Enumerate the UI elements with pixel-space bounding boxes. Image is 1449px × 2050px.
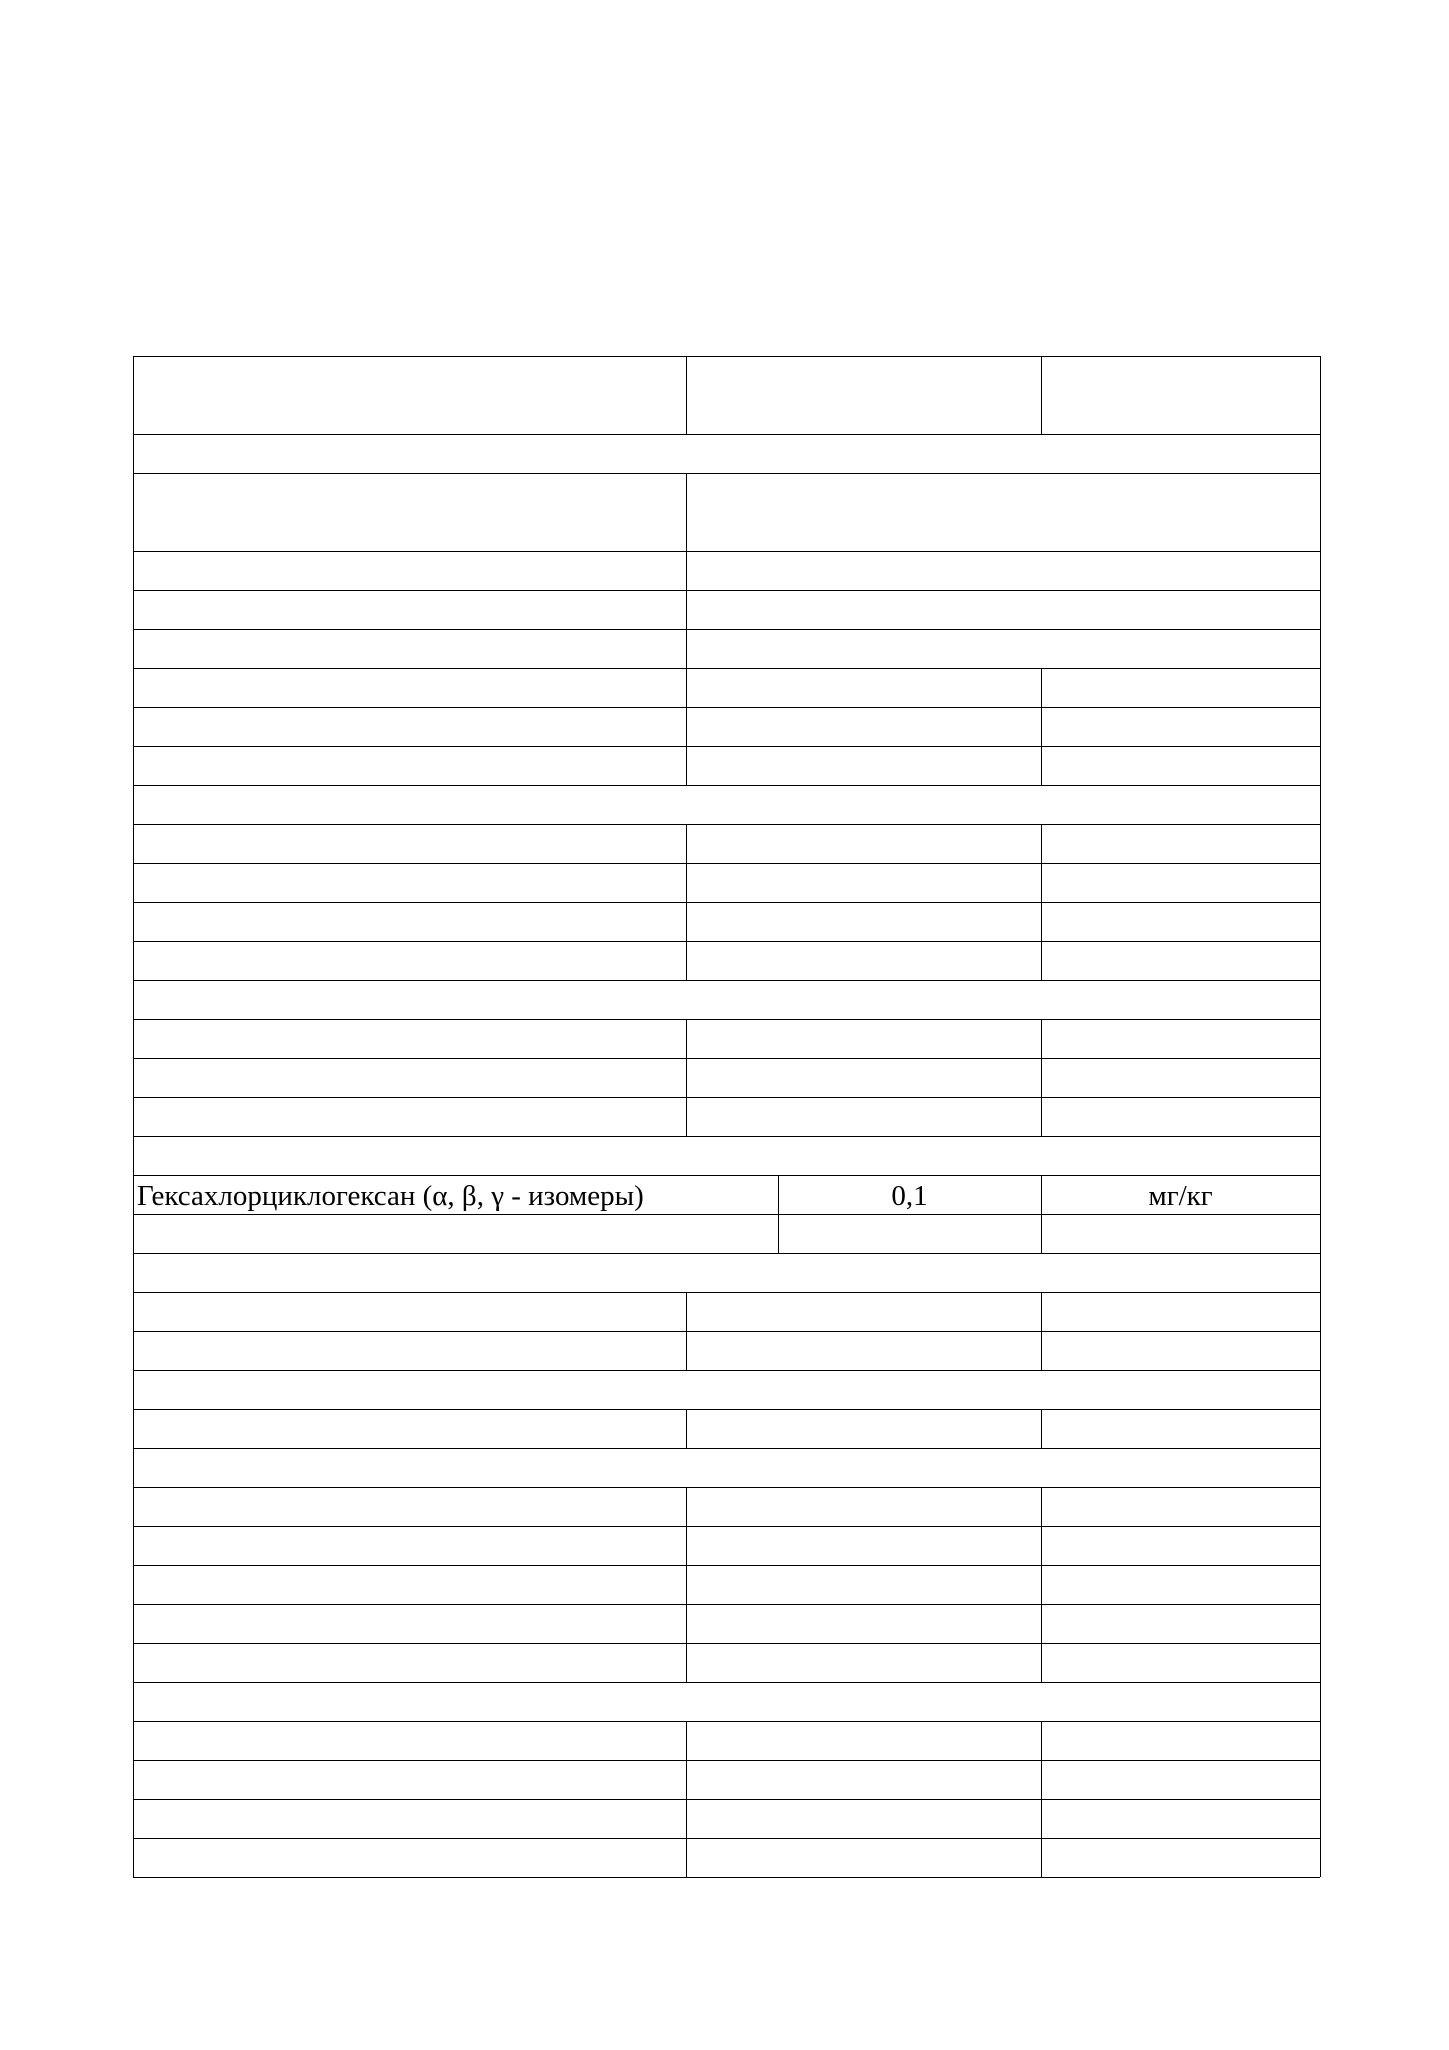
table-row-border [133, 1175, 1320, 1176]
table-column-border [686, 1097, 687, 1136]
table-column-border [686, 1331, 687, 1370]
table-column-border [686, 551, 687, 590]
table-column-border [686, 1721, 687, 1760]
table-column-border [686, 1019, 687, 1058]
table-column-border [686, 356, 687, 434]
table-row-border [133, 668, 1320, 669]
table-outer-border [133, 356, 134, 1877]
standards-table [133, 356, 1320, 1880]
table-column-border [1041, 1760, 1042, 1799]
table-row-border [133, 1487, 1320, 1488]
table-row-border [133, 1877, 1320, 1878]
table-column-border [686, 1604, 687, 1643]
table-column-border [1041, 902, 1042, 941]
table-column-border [686, 902, 687, 941]
table-row-border [133, 1292, 1320, 1293]
value-cell: 0,1 [891, 1179, 928, 1212]
table-column-border [1041, 824, 1042, 863]
table-row-border [133, 551, 1320, 552]
table-column-border [686, 1838, 687, 1877]
table-row-border [133, 1019, 1320, 1020]
table-row-border [133, 1097, 1320, 1098]
table-row-border [133, 356, 1320, 357]
table-column-border [778, 1214, 779, 1253]
table-row-border [133, 1838, 1320, 1839]
table-row-border [133, 707, 1320, 708]
table-row-border [133, 1526, 1320, 1527]
table-column-border [686, 1058, 687, 1097]
table-column-border [1041, 356, 1042, 434]
table-row-border [133, 1643, 1320, 1644]
table-row-border [133, 1799, 1320, 1800]
table-column-border [1041, 941, 1042, 980]
table-column-border [1041, 746, 1042, 785]
table-column-border [686, 1487, 687, 1526]
table-row-border [133, 1682, 1320, 1683]
table-column-border [1041, 1292, 1042, 1331]
table-column-border [1041, 668, 1042, 707]
table-column-border [686, 473, 687, 551]
table-row-border [133, 785, 1320, 786]
table-column-border [686, 590, 687, 629]
table-column-border [1041, 1604, 1042, 1643]
table-column-border [686, 1760, 687, 1799]
table-column-border [1041, 1643, 1042, 1682]
table-row-border [133, 941, 1320, 942]
table-column-border [686, 941, 687, 980]
table-outer-border [1320, 356, 1321, 1877]
table-column-border [1041, 1838, 1042, 1877]
table-column-border [686, 629, 687, 668]
table-column-border [686, 1292, 687, 1331]
table-column-border [1041, 863, 1042, 902]
table-column-border [1041, 1409, 1042, 1448]
table-column-border [1041, 707, 1042, 746]
table-column-border [686, 1643, 687, 1682]
table-row-border [133, 746, 1320, 747]
table-column-border [686, 668, 687, 707]
table-column-border [1041, 1799, 1042, 1838]
table-row-border [133, 1331, 1320, 1332]
table-row-border [133, 1136, 1320, 1137]
unit-cell: мг/кг [1148, 1179, 1213, 1212]
table-row-border [133, 434, 1320, 435]
table-row-border [133, 1760, 1320, 1761]
table-column-border [1041, 1019, 1042, 1058]
table-column-border [1041, 1331, 1042, 1370]
table-row-border [133, 629, 1320, 630]
substance-name-cell: Гексахлорциклогексан (α, β, γ - изомеры) [137, 1179, 644, 1212]
table-column-border [686, 824, 687, 863]
table-column-border [686, 1526, 687, 1565]
table-row-border [133, 1565, 1320, 1566]
table-row-border [133, 824, 1320, 825]
table-row-border [133, 863, 1320, 864]
table-column-border [686, 1409, 687, 1448]
table-row-border [133, 1448, 1320, 1449]
table-column-border [686, 746, 687, 785]
table-row-border [133, 980, 1320, 981]
table-column-border [1041, 1487, 1042, 1526]
table-row-border [133, 590, 1320, 591]
table-column-border [686, 1565, 687, 1604]
table-row-border [133, 1409, 1320, 1410]
table-column-border [686, 1799, 687, 1838]
table-row-border [133, 1058, 1320, 1059]
table-column-border [1041, 1214, 1042, 1253]
table-column-border [1041, 1058, 1042, 1097]
table-row-border [133, 1604, 1320, 1605]
table-column-border [686, 707, 687, 746]
table-row-border [133, 902, 1320, 903]
table-row-border [133, 1721, 1320, 1722]
table-row-border [133, 1370, 1320, 1371]
table-column-border [1041, 1565, 1042, 1604]
table-column-border [686, 863, 687, 902]
table-column-border [1041, 1526, 1042, 1565]
table-row-border [133, 1214, 1320, 1215]
table-column-border [1041, 1721, 1042, 1760]
table-row-border [133, 1253, 1320, 1254]
table-column-border [1041, 1097, 1042, 1136]
table-row-border [133, 473, 1320, 474]
